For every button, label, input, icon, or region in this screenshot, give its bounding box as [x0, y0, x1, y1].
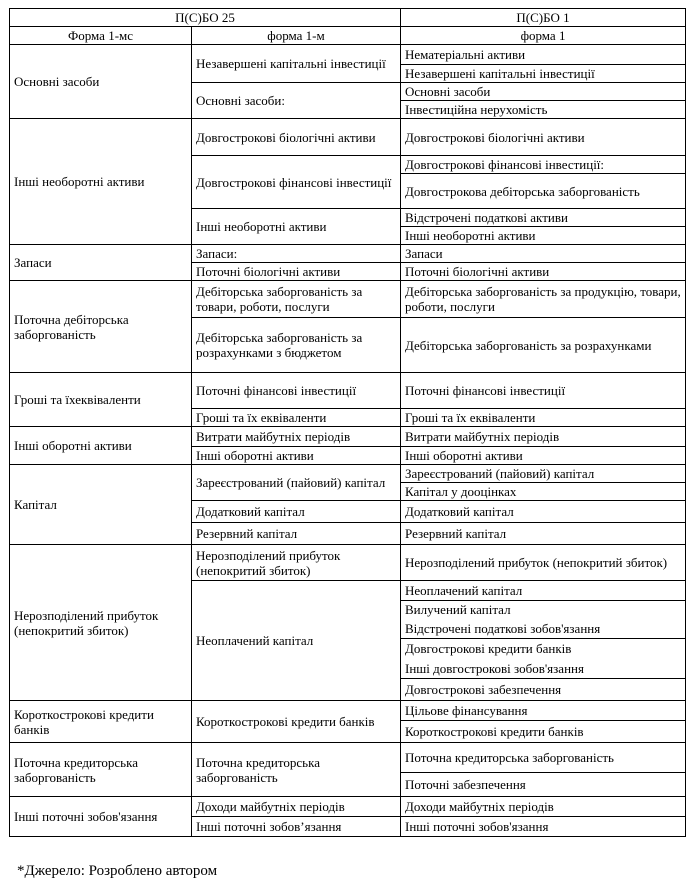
form-1-cell: Неоплачений капітал: [401, 581, 686, 601]
form-1-cell: Поточні біологічні активи: [401, 263, 686, 281]
form-1-cell: Довгострокова дебіторська заборгованість: [401, 174, 686, 209]
form-1-cell: Капітал у дооцінках: [401, 483, 686, 501]
form-1-cell: Резервний капітал: [401, 523, 686, 545]
group-cell: Інші оборотні активи: [10, 427, 192, 465]
form-1m-cell: Основні засоби:: [192, 83, 401, 119]
form-1-cell: Поточні забезпечення: [401, 773, 686, 797]
form-1-cell: Відстрочені податкові активи: [401, 209, 686, 227]
header-psbo1: П(С)БО 1: [401, 9, 686, 27]
group-cell: Поточна дебіторська заборгованість: [10, 281, 192, 373]
form-1-cell: Дебіторська заборгованість за розрахунками: [401, 318, 686, 373]
header-form-1: форма 1: [401, 27, 686, 45]
group-cell: Основні засоби: [10, 45, 192, 119]
source-note: *Джерело: Розроблено автором: [17, 863, 218, 879]
form-1m-cell: Запаси:: [192, 245, 401, 263]
form-1-cell: Інвестиційна нерухомість: [401, 101, 686, 119]
form-1m-cell: Резервний капітал: [192, 523, 401, 545]
group-cell: Інші необоротні активи: [10, 119, 192, 245]
form-1m-cell: Довгострокові фінансові інвестиції: [192, 156, 401, 209]
form-1-cell: Дебіторська заборгованість за продукцію, товари, роботи, послуги: [401, 281, 686, 318]
group-cell: Поточна кредиторська заборгованість: [10, 743, 192, 797]
form-1-cell: Інші довгострокові зобов'язання: [401, 659, 686, 679]
form-1m-cell: Поточні фінансові інвестиції: [192, 373, 401, 409]
form-1-cell: Інші необоротні активи: [401, 227, 686, 245]
form-1-cell: Незавершені капітальні інвестиції: [401, 65, 686, 83]
form-1-cell: Довгострокові біологічні активи: [401, 119, 686, 156]
form-1m-cell: Доходи майбутніх періодів: [192, 797, 401, 817]
form-1-cell: Нематеріальні активи: [401, 45, 686, 65]
form-1m-cell: Нерозподілений прибуток (непокритий збиток): [192, 545, 401, 581]
form-1-cell: Поточна кредиторська заборгованість: [401, 743, 686, 773]
form-1m-cell: Гроші та їх еквіваленти: [192, 409, 401, 427]
form-1-cell: Доходи майбутніх періодів: [401, 797, 686, 817]
group-cell: Короткострокові кредити банків: [10, 701, 192, 743]
form-1-cell: Цільове фінансування: [401, 701, 686, 721]
form-1-cell: Довгострокові фінансові інвестиції:: [401, 156, 686, 174]
form-1m-cell: Додатковий капітал: [192, 501, 401, 523]
form-1-cell: Витрати майбутніх періодів: [401, 427, 686, 447]
form-1m-cell: Інші поточні зобов’язання: [192, 817, 401, 837]
form-1-cell: Запаси: [401, 245, 686, 263]
form-1m-cell: Інші оборотні активи: [192, 447, 401, 465]
group-cell: Гроші та їхеквіваленти: [10, 373, 192, 427]
group-cell: Запаси: [10, 245, 192, 281]
form-1-cell: Додатковий капітал: [401, 501, 686, 523]
form-1m-cell: Поточна кредиторська заборгованість: [192, 743, 401, 797]
form-1-cell: Зареєстрований (пайовий) капітал: [401, 465, 686, 483]
form-1-cell: Інші поточні зобов'язання: [401, 817, 686, 837]
form-1-cell: Гроші та їх еквіваленти: [401, 409, 686, 427]
form-1-cell: Довгострокові забезпечення: [401, 679, 686, 701]
form-1-cell: Вилучений капітал: [401, 601, 686, 619]
header-psbo25: П(С)БО 25: [10, 9, 401, 27]
form-1-cell: Інші оборотні активи: [401, 447, 686, 465]
form-1-cell: Основні засоби: [401, 83, 686, 101]
group-cell: Капітал: [10, 465, 192, 545]
form-1m-cell: Неоплачений капітал: [192, 581, 401, 701]
form-1m-cell: Довгострокові біологічні активи: [192, 119, 401, 156]
form-1m-cell: Дебіторська заборгованість за розрахунками з бюджетом: [192, 318, 401, 373]
header-form-1m: форма 1-м: [192, 27, 401, 45]
form-1-cell: Нерозподілений прибуток (непокритий збиток): [401, 545, 686, 581]
form-1-cell: Короткострокові кредити банків: [401, 721, 686, 743]
form-1m-cell: Витрати майбутніх періодів: [192, 427, 401, 447]
form-1m-cell: Інші необоротні активи: [192, 209, 401, 245]
header-form-1ms: Форма 1-мс: [10, 27, 192, 45]
form-1-cell: Поточні фінансові інвестиції: [401, 373, 686, 409]
form-1m-cell: Зареєстрований (пайовий) капітал: [192, 465, 401, 501]
form-1m-cell: Дебіторська заборгованість за товари, роботи, послуги: [192, 281, 401, 318]
classification-table: [9, 8, 686, 837]
group-cell: Нерозподілений прибуток (непокритий збиток): [10, 545, 192, 701]
form-1m-cell: Незавершені капітальні інвестиції: [192, 45, 401, 83]
form-1-cell: Довгострокові кредити банків: [401, 639, 686, 659]
form-1-cell: Відстрочені податкові зобов'язання: [401, 619, 686, 639]
form-1m-cell: Поточні біологічні активи: [192, 263, 401, 281]
form-1m-cell: Короткострокові кредити банків: [192, 701, 401, 743]
group-cell: Інші поточні зобов'язання: [10, 797, 192, 837]
